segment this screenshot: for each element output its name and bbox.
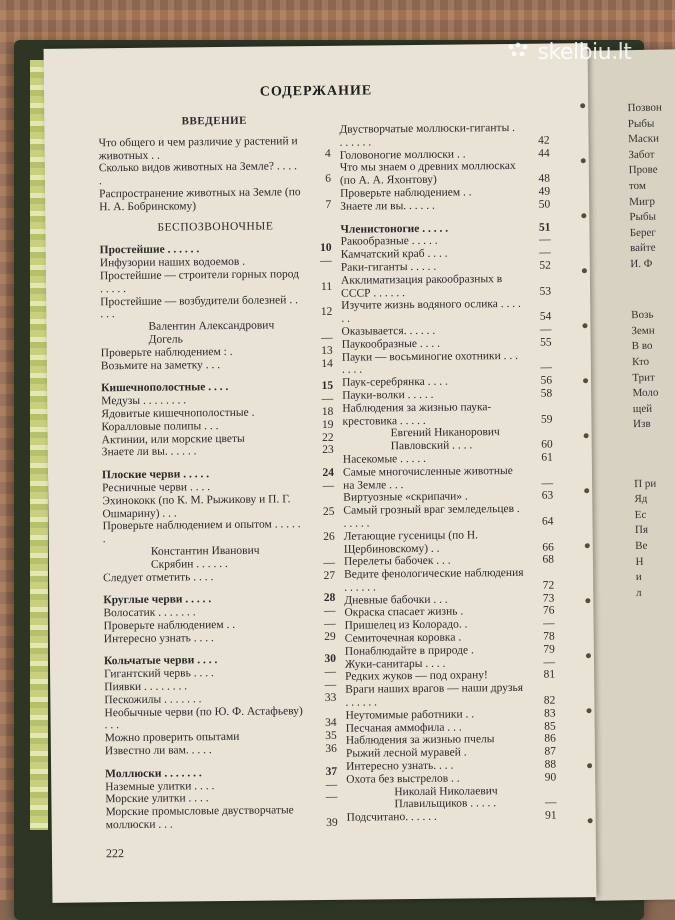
toc-entry-page: 14: [321, 357, 333, 370]
toc-entry-title: Эхинококк (по К. М. Рыжикову и П. Г. Ошмарину) . . .: [102, 493, 291, 520]
toc-entry-page: 11: [320, 280, 333, 293]
toc-entry-page: 7: [325, 198, 332, 211]
toc-entry: [342, 400, 552, 428]
toc-entry-title: Летающие гусеницы (по Н. Щербиновскому) . .: [343, 529, 479, 556]
toc-entry-page: 44: [538, 147, 550, 160]
toc-entry: [341, 272, 551, 300]
toc-entry-page: —: [322, 479, 335, 492]
toc-entry-page: 58: [540, 387, 553, 400]
toc-entry-title: Членистоногие . . . . .: [340, 222, 449, 236]
intro-list: [98, 135, 331, 214]
toc-entry-title: Николай Николаевич Плавильщиков . . . . .: [394, 784, 498, 811]
toc-entry-page: 59: [540, 413, 553, 426]
toc-entry-page: —: [325, 791, 338, 804]
toc-entry-title: Следует отметить . . . .: [103, 570, 214, 584]
toc-entry-title: Волосатик . . . . . . .: [103, 606, 196, 620]
toc-entry-title: Оказывается. . . . . .: [341, 324, 436, 338]
toc-entry: [99, 160, 331, 188]
toc-entry-title: Сколько видов животных на Земле? . . . . .: [98, 160, 298, 188]
toc-entry-title: Интересно узнать. . . .: [346, 759, 454, 773]
toc-entry: [99, 186, 331, 214]
toc-entry-page: 23: [322, 444, 334, 457]
toc-entry-title: Актинии, или морские цветы: [101, 432, 245, 446]
toc-entry: [102, 518, 334, 546]
toc-entry-title: Наблюдения за жизнью паука-крестовика . . . . .: [342, 400, 492, 428]
toc-entry-title: Ведите фенологические наблюдения . . . . . .: [344, 566, 524, 594]
toc-entry: [340, 160, 550, 188]
toc-entry-page: 48: [538, 172, 550, 185]
toc-entry-page: 27: [323, 569, 336, 582]
toc-entry: [343, 464, 553, 492]
toc-entry-page: 51: [538, 221, 551, 234]
toc-entry-title: Медузы . . . . . . . .: [101, 394, 187, 408]
toc-entry: [343, 503, 553, 531]
toc-entry-page: —: [543, 617, 555, 630]
toc-entry: [341, 298, 551, 326]
toc-entry: [98, 135, 330, 163]
intro-heading: ВВЕДЕНИЕ: [181, 114, 248, 128]
toc-entry-title: Интересно узнать . . . .: [103, 631, 214, 645]
binding-hole: [586, 653, 591, 658]
toc-entry: [340, 198, 550, 213]
binding-hole: [581, 158, 586, 163]
toc-entry-page: —: [324, 666, 337, 679]
toc-entry-page: 22: [322, 431, 334, 444]
toc-entry-page: 34: [325, 717, 337, 730]
toc-entry-page: —: [539, 233, 551, 247]
toc-entry-title: Рыжий лесной муравей .: [345, 746, 467, 760]
toc-entry-page: 79: [543, 643, 555, 656]
binding-hole: [584, 488, 589, 493]
toc-entry-title: Необычные черви (по Ю. Ф. Астафьеву) . . .: [104, 704, 303, 732]
toc-entry-page: —: [324, 678, 337, 692]
toc-entry-page: 81: [543, 669, 556, 682]
toc-entry: [105, 743, 337, 758]
toc-entry-title: Что мы знаем о древних моллюсках (по А. А. Яхонтову): [339, 160, 516, 187]
toc-entry-title: Окраска спасает жизнь .: [344, 605, 464, 620]
toc-entry-title: Гигантский червь . . . .: [104, 667, 214, 681]
toc-title: СОДЕРЖАНИЕ: [259, 83, 373, 100]
toc-entry-page: 76: [542, 605, 555, 618]
toc-entry-page: 91: [545, 809, 557, 822]
toc-entry-page: —: [543, 656, 556, 669]
right-page-fragment: Рыбы: [627, 117, 655, 130]
binding-hole: [582, 323, 587, 328]
right-page-fragment: Изв: [633, 418, 651, 431]
toc-entry-page: 60: [541, 438, 553, 451]
binding-hole: [582, 268, 587, 273]
toc-entry-page: 54: [539, 310, 552, 323]
toc-entry-title: Семиточечная коровка .: [344, 631, 462, 645]
right-entry-list: [339, 122, 556, 825]
binding-hole: [583, 378, 588, 383]
toc-entry: [346, 784, 556, 812]
toc-entry-page: —: [539, 323, 552, 336]
contents-page: [44, 43, 597, 903]
toc-entry-title: Пришелец из Колорадо. .: [344, 618, 468, 633]
toc-entry-page: 39: [326, 816, 338, 830]
toc-entry-title: Наземные улитки . . . .: [105, 779, 215, 793]
right-page-fragment: и: [635, 571, 642, 584]
toc-entry-page: 19: [321, 418, 334, 431]
toc-entry-page: 86: [544, 732, 556, 746]
toc-entry: [339, 122, 549, 150]
right-page-fragment: Маски: [628, 132, 660, 146]
toc-entry-title: Перелеты бабочек . . .: [343, 554, 451, 569]
toc-entry-page: 83: [543, 707, 556, 720]
toc-entry: [103, 569, 335, 584]
right-page-fragment: П ри: [634, 477, 657, 490]
toc-entry-page: —: [544, 796, 557, 810]
toc-entry-page: 90: [544, 771, 557, 784]
toc-entry-title: Кишечнополостные . . . .: [101, 381, 229, 395]
toc-entry-title: Пескожилы . . . . . . .: [104, 693, 202, 707]
binding-hole: [587, 763, 592, 768]
toc-entry-page: 66: [542, 541, 554, 554]
toc-entry-page: 24: [322, 466, 335, 480]
right-page-fragment: Мигр: [629, 195, 656, 208]
toc-entry-title: Изучите жизнь водяного ослика . . . . . .: [341, 298, 521, 325]
toc-entry-page: 85: [544, 720, 556, 733]
toc-entry-title: Моллюски . . . . . . .: [105, 767, 202, 781]
toc-entry: [345, 682, 555, 710]
toc-entry-title: Понаблюдайте в природе .: [344, 644, 474, 658]
toc-entry-page: 10: [320, 242, 332, 255]
toc-entry-title: Пиявки . . . . . . . .: [104, 680, 188, 694]
toc-entry-page: 15: [321, 380, 334, 393]
toc-entry-page: 18: [321, 405, 334, 418]
toc-entry-page: 36: [325, 742, 337, 756]
toc-entry-page: 12: [320, 306, 333, 319]
toc-entry-page: —: [321, 331, 333, 344]
toc-entry: [344, 528, 554, 556]
toc-entry-page: —: [320, 255, 332, 268]
right-page-fragment: Трит: [632, 371, 655, 384]
toc-entry-page: 30: [324, 653, 337, 666]
toc-entry-title: Насекомые . . . . .: [342, 452, 427, 466]
toc-entry-title: Простейшие . . . . . .: [99, 243, 200, 257]
toc-entry-page: 28: [323, 592, 336, 605]
toc-entry: [105, 804, 337, 832]
toc-entry-title: Жуки-санитары . . . .: [344, 657, 446, 671]
toc-entry-title: Возьмите на заметку . . .: [100, 358, 221, 372]
page-number: 222: [105, 846, 125, 861]
toc-entry-page: 4: [324, 147, 331, 160]
toc-entry-title: Виртуозные «скрипачи» .: [343, 490, 468, 505]
toc-entry-page: —: [324, 617, 336, 630]
toc-entry-page: 33: [324, 691, 337, 704]
right-page-fragment: Земн: [631, 324, 655, 337]
toc-entry-page: 64: [541, 515, 554, 528]
toc-entry-title: Знаете ли вы. . . . . .: [101, 445, 197, 459]
right-page-fragment: Рыбы: [629, 210, 657, 224]
toc-entry-title: Песчаная аммофила . . .: [345, 721, 462, 735]
toc-entry-page: —: [541, 477, 554, 490]
toc-entry-page: 42: [537, 134, 550, 147]
right-page-fragment: Кто: [631, 355, 650, 369]
right-page-fragment: Забот: [628, 148, 655, 161]
toc-entry-title: Что общего и чем различие у растений и животных . .: [98, 135, 298, 162]
right-page-fragment: И. Ф: [630, 257, 653, 271]
watermark: [505, 40, 631, 65]
toc-entry-title: Ракообразные . . . . .: [340, 235, 438, 249]
toc-entry-page: 25: [322, 505, 335, 518]
binding-hole: [586, 708, 591, 713]
toc-entry-title: Раки-гиганты . . . . .: [340, 260, 437, 274]
toc-entry-title: Ядовитые кишечнополостные .: [101, 406, 255, 421]
toc-right-column: [339, 122, 556, 825]
toc-entry-page: 29: [324, 630, 336, 643]
right-page-fragment: Позвон: [627, 101, 662, 115]
toc-entry-title: Плоские черви . . . . .: [101, 468, 210, 482]
toc-entry-title: Пауки — восьминогие охотники . . . . . . .: [341, 349, 519, 377]
toc-entry-page: —: [540, 361, 552, 375]
toc-entry-page: 63: [541, 489, 554, 502]
binding-hole: [584, 433, 589, 438]
toc-entry: [344, 567, 554, 595]
toc-entry-page: —: [323, 604, 336, 618]
right-page-fragment: л: [635, 586, 642, 599]
toc-entry-title: Ресничные черви . . . .: [102, 481, 211, 495]
toc-entry-page: 78: [543, 630, 555, 643]
toc-entry-title: Двустворчатые моллюски-гиганты . . . . . . .: [339, 121, 516, 149]
toc-entry-title: Знаете ли вы. . . . . .: [340, 199, 435, 213]
invertebrates-heading: БЕСПОЗВОНОЧНЫЕ: [157, 220, 274, 234]
toc-entry-page: 68: [542, 553, 554, 566]
toc-entry-page: 61: [541, 451, 553, 464]
toc-entry: [101, 357, 333, 372]
right-page-fragment: В во: [631, 340, 653, 353]
binding-hole: [581, 213, 586, 218]
toc-entry-title: Известно ли вам. . . . .: [104, 744, 212, 758]
toc-entry-title: Дневные бабочки . . .: [344, 593, 448, 607]
toc-entry-title: Распространение животных на Земле (по Н. А. Бобринскому): [99, 186, 301, 214]
toc-entry-title: Подсчитано. . . . . .: [346, 811, 437, 824]
toc-entry-page: —: [325, 778, 338, 791]
right-page-fragment: Н: [635, 555, 644, 568]
toc-entry-title: Акклиматизация ракообразных в СССР . . . . . .: [340, 272, 503, 300]
toc-entry-title: Евгений Никанорович Павловский . . . .: [390, 426, 500, 453]
toc-entry-title: Головоногие моллюски . .: [339, 148, 466, 162]
right-page-fragment: Возь: [631, 308, 654, 322]
toc-entry-page: —: [539, 246, 551, 259]
toc-entry-page: 82: [543, 694, 556, 707]
binding-hole: [580, 103, 585, 108]
toc-entry-title: Враги наших врагов — наши друзья . . . . . .: [345, 682, 524, 709]
toc-entry-page: 53: [539, 285, 552, 298]
toc-entry: [100, 293, 332, 321]
toc-entry-title: Кольчатые черви . . . .: [103, 654, 218, 668]
right-page-fragment: Ве: [635, 539, 648, 553]
toc-entry-title: Валентин Александрович Догель: [148, 319, 275, 346]
toc-entry-page: 56: [540, 374, 553, 387]
toc-entry: [103, 544, 335, 572]
toc-entry-title: Морские промысловые двустворчатые моллюски . . .: [105, 804, 294, 832]
toc-entry-title: Проверьте наблюдением . .: [103, 618, 236, 633]
right-page-fragment: Яд: [634, 493, 648, 506]
watermark-logo-icon: [505, 41, 531, 61]
toc-entry-title: Коралловые полипы . . .: [101, 419, 219, 434]
toc-entry-title: Проверьте наблюдением и опытом . . . . . .: [102, 518, 301, 546]
toc-entry-page: 72: [542, 579, 555, 592]
toc-entry-title: Паукообразные . . . .: [341, 337, 441, 351]
binding-hole: [585, 543, 590, 548]
toc-entry-page: 88: [544, 758, 557, 771]
toc-entry: [102, 444, 334, 459]
toc-entry-page: 87: [544, 745, 556, 758]
right-page-fragment: Ес: [634, 508, 647, 521]
toc-entry-title: Можно проверить опытами: [104, 731, 240, 745]
toc-entry-page: 35: [325, 730, 337, 743]
toc-entry: [347, 810, 557, 825]
right-page-fragment: вайте: [629, 242, 656, 255]
toc-entry-page: 49: [538, 185, 551, 198]
toc-entry-page: —: [323, 556, 336, 569]
toc-entry-title: Неутомимые работники . .: [345, 708, 475, 722]
right-page-fragment: Моло: [632, 386, 659, 400]
toc-entry-page: —: [321, 392, 334, 406]
toc-entry-title: Камчатский краб . . . .: [340, 247, 448, 261]
toc-entry-page: 55: [540, 336, 552, 349]
toc-entry-title: Константин Иванович Скрябин . . . . . .: [150, 544, 260, 571]
toc-entry-title: Самый грозный враг земледельцев . . . . . .: [343, 503, 520, 530]
toc-entry: [104, 705, 336, 733]
toc-entry-title: Паук-серебрянка . . . .: [341, 375, 448, 389]
toc-entry: [104, 631, 336, 646]
toc-entry: [102, 493, 334, 521]
right-page-fragment: щей: [632, 402, 653, 415]
toc-entry-title: Самые многочисленные животные на Земле . . .: [342, 464, 513, 492]
right-page-fragment: Прове: [628, 164, 658, 177]
toc-entry-title: Наблюдения за жизнью пчелы: [345, 733, 495, 748]
toc-entry: [100, 268, 332, 296]
binding-hole: [588, 818, 593, 823]
toc-entry-title: Инфузории наших водоемов .: [99, 255, 246, 270]
toc-entry: [100, 319, 332, 347]
toc-entry-page: 26: [323, 530, 335, 544]
toc-entry-page: 37: [325, 765, 338, 778]
toc-entry-page: 13: [321, 344, 333, 357]
toc-entry-page: 52: [539, 259, 551, 272]
toc-entry-title: Морские улитки . . . .: [105, 792, 209, 806]
toc-entry-page: 50: [538, 198, 551, 211]
toc-entry-title: Пауки-волки . . . . .: [342, 388, 434, 402]
toc-entry: [343, 426, 553, 454]
toc-entry-page: 73: [542, 592, 555, 605]
toc-entry-title: Проверьте наблюдением : .: [100, 345, 233, 360]
toc-entry-page: 6: [325, 173, 331, 186]
right-page-fragment: том: [628, 179, 646, 193]
toc-entry-title: Редких жуков — под охрану!: [345, 669, 488, 684]
toc-entry-title: Проверьте наблюдением . .: [340, 186, 472, 200]
toc-left-column: [98, 108, 338, 832]
toc-entry: [342, 349, 552, 377]
left-entry-list: [100, 242, 338, 832]
right-page-fragment: Пя: [634, 524, 649, 537]
toc-entry-title: Простейшие — строители горных пород . . . . .: [99, 268, 300, 296]
toc-entry-title: Простейшие — возбудители болезней . . . . .: [100, 293, 298, 321]
binding-hole: [585, 598, 590, 603]
toc-entry-title: Охота без выстрелов . .: [346, 772, 460, 786]
right-page-fragment: Берег: [629, 226, 656, 239]
toc-entry-title: Круглые черви . . . . .: [103, 593, 212, 607]
watermark-text: skelbiu.lt: [537, 40, 632, 65]
